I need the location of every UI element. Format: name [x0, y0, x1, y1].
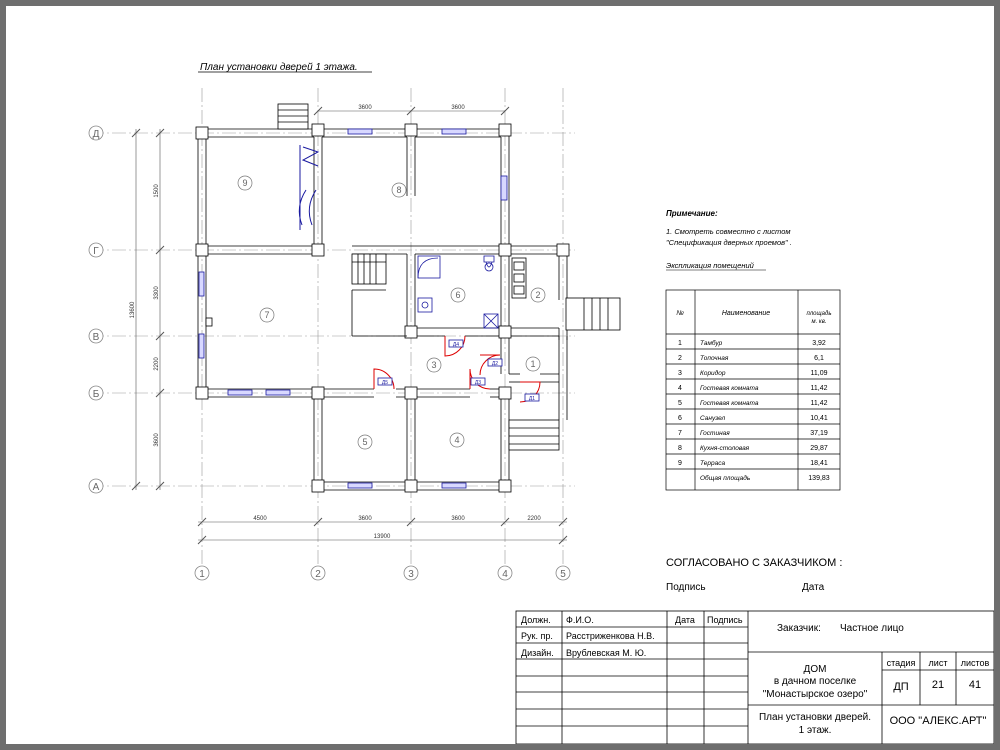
axis-label-d: Д [92, 129, 100, 140]
explication-cell-name: Гостиная [700, 430, 730, 437]
axis-label-4: 4 [502, 569, 508, 580]
stamp-sheet-line1: План установки дверей. [758, 712, 872, 723]
room-number-3: 3 [431, 360, 437, 370]
explication-cell-area: 139,83 [808, 475, 830, 482]
explication-cell-number: 8 [678, 445, 682, 452]
room-number-6: 6 [455, 290, 461, 300]
door-label-d2: Д2 [491, 361, 499, 367]
axis-label-a: А [92, 482, 100, 493]
room-number-8: 8 [396, 185, 402, 195]
stamp-row2-position: Дизайн. [521, 648, 554, 658]
dim-bottom-2: 3600 [358, 516, 372, 522]
explication-cell-name: Коридор [700, 370, 726, 377]
stove-icon [512, 258, 526, 298]
stamp-header-position: Должн. [521, 615, 551, 625]
dim-left-2: 3300 [154, 286, 160, 300]
axis-label-v: В [92, 332, 100, 343]
explication-cell-area: 10,41 [810, 415, 828, 422]
stamp-row2-name: Врублевская М. Ю. [566, 648, 647, 658]
axis-label-5: 5 [560, 569, 566, 580]
stamp-stage-label: стадия [886, 658, 916, 668]
approval-date-label: Дата [802, 582, 825, 593]
stamp-header-name: Ф.И.О. [566, 615, 594, 625]
stamp-row1-name: Расстриженкова Н.В. [566, 631, 655, 641]
room-number-4: 4 [454, 435, 460, 445]
door-label-d5: Д5 [381, 380, 389, 386]
explication-cell-name: Гостевая комната [700, 400, 759, 407]
window [228, 390, 252, 395]
stamp-stage-value: ДП [893, 681, 909, 693]
explication-cell-area: 11,09 [810, 370, 828, 377]
dimension-lines [136, 111, 567, 540]
explication-cell-name: Топочная [700, 355, 729, 362]
stamp-header-date: Дата [675, 615, 695, 625]
dim-left-4: 3600 [154, 433, 160, 447]
window [199, 272, 204, 296]
explication-cell-name: Гостевая комната [700, 385, 759, 392]
room-number-5: 5 [362, 437, 368, 447]
dim-bottom-4: 2200 [527, 516, 541, 522]
dim-bottom-3: 3600 [451, 516, 465, 522]
explication-header-area: площадь м. кв. [806, 311, 832, 325]
explication-cell-area: 37,19 [810, 430, 828, 437]
axis-label-2: 2 [315, 569, 321, 580]
explication-cell-area: 29,87 [810, 445, 828, 452]
explication-cell-name: Тамбур [700, 340, 723, 347]
room-number-1: 1 [530, 359, 536, 369]
window [442, 129, 466, 134]
window [348, 483, 372, 488]
dim-overall-bottom: 13900 [373, 534, 391, 540]
explication-cell-name: Санузел [700, 415, 726, 422]
stamp-sheets-label: листов [960, 658, 990, 668]
floor-plan-drawing [6, 6, 994, 744]
axis-label-1: 1 [199, 569, 205, 580]
dim-top-1: 3600 [358, 105, 372, 111]
explication-cell-name: Терраса [700, 460, 726, 467]
door-label-d3: Д3 [474, 380, 482, 386]
stamp-customer: Частное лицо [840, 623, 904, 634]
axis-label-g: Г [93, 246, 99, 257]
stamp-sheet-value: 21 [931, 679, 945, 691]
explication-cell-number: 4 [678, 385, 682, 392]
explication-rows [678, 339, 830, 482]
dim-overall-left: 13600 [130, 301, 136, 319]
stamp-header-signature: Подпись [707, 615, 743, 625]
approval-title: СОГЛАСОВАНО С ЗАКАЗЧИКОМ : [666, 557, 843, 569]
explication-cell-area: 3,92 [812, 340, 826, 347]
axis-label-3: 3 [408, 569, 414, 580]
explication-cell-area: 11,42 [810, 400, 828, 407]
stamp-project-line2: в дачном поселке [773, 676, 857, 687]
explication-cell-area: 18,41 [810, 460, 828, 467]
explication-cell-number: 5 [678, 400, 682, 407]
stamp-company: ООО "АЛЕКС.АРТ" [889, 715, 987, 727]
explication-cell-number: 2 [678, 355, 682, 362]
sink-icon [418, 298, 432, 312]
explication-header-name: Наименование [721, 310, 771, 317]
door-label-d1: Д1 [528, 396, 536, 402]
window [199, 334, 204, 358]
explication-cell-number: 6 [678, 415, 682, 422]
stamp-customer-label: Заказчик: [777, 623, 821, 634]
stamp-sheets-value: 41 [968, 679, 982, 691]
room-number-9: 9 [242, 178, 248, 188]
explication-cell-area: 6,1 [814, 355, 824, 362]
explication-cell-name: Общая площадь [700, 475, 751, 482]
stamp-project-line3: "Монастырское озеро" [762, 689, 868, 700]
explication-header-number: № [676, 310, 684, 317]
door-label-d4: Д4 [452, 342, 460, 348]
stamp-sheet-label: лист [928, 658, 948, 668]
dim-bottom-1: 4500 [253, 516, 267, 522]
notes-line-1: 1. Смотреть совместно с листом [666, 227, 791, 236]
window [442, 483, 466, 488]
dimension-ticks [132, 107, 567, 544]
room-number-7: 7 [264, 310, 270, 320]
window [348, 129, 372, 134]
window [501, 176, 507, 200]
explication-title: Экспликация помещений [666, 261, 754, 270]
stamp-sheet-line2: 1 этаж. [798, 725, 832, 736]
room-number-2: 2 [535, 290, 541, 300]
terrace-doors [299, 145, 318, 230]
dim-left-3: 2200 [154, 357, 160, 371]
drawing-sheet [6, 6, 994, 744]
explication-cell-number: 7 [678, 430, 682, 437]
stamp-row1-position: Рук. пр. [521, 631, 553, 641]
dim-left-1: 1500 [154, 184, 160, 198]
plan-title: План установки дверей 1 этажа. [200, 62, 358, 73]
explication-cell-number: 9 [678, 460, 682, 467]
notes-heading: Примечание: [666, 209, 718, 218]
approval-signature-label: Подпись [666, 582, 706, 593]
notes-line-2: "Спецификация дверных проемов" . [666, 238, 792, 247]
window [266, 390, 290, 395]
explication-cell-number: 3 [678, 370, 682, 377]
stairs [278, 104, 620, 450]
dim-top-2: 3600 [451, 105, 465, 111]
explication-cell-name: Кухня-столовая [700, 445, 750, 452]
explication-cell-number: 1 [678, 340, 682, 347]
stamp-project-line1: ДОМ [803, 664, 827, 675]
axis-label-b: Б [92, 389, 100, 400]
explication-cell-area: 11,42 [810, 385, 828, 392]
